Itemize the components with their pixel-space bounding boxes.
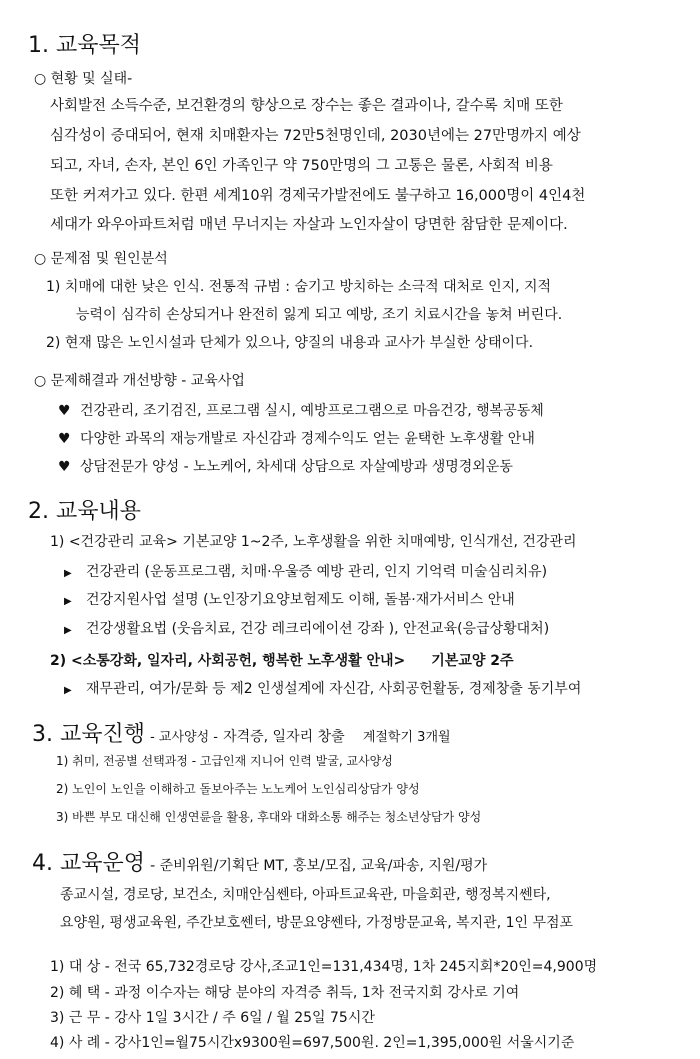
- heading-solutions: ○ 문제해결과 개선방향 - 교육사업: [34, 373, 245, 389]
- bullet-item: [58, 428, 535, 448]
- bullet-item: [58, 456, 513, 476]
- venue-line: 종교시설, 경로당, 보건소, 치매안심쎈타, 아파트교육관, 마을회관, 행정복지쎈타,: [60, 887, 551, 903]
- paragraph-line: 되고, 자녀, 손자, 본인 6인 가족인구 약 750만명의 그 고통은 물론, 사회적 비용: [50, 158, 553, 174]
- sub-item: [64, 589, 515, 609]
- heart-icon: ♥: [58, 403, 71, 419]
- problem-1: 1) 치매에 대한 낮은 인식. 전통적 규범 : 숨기고 방치하는 소극적 대처로 인지, 지적: [46, 279, 552, 295]
- content-item-1: 1) <건강관리 교육> 기본교양 1~2주, 노후생활을 위한 치매예방, 인식개선, 건강관리: [50, 534, 577, 550]
- section-2-title: 2. 교육내용: [28, 499, 141, 524]
- triangle-bullet-icon: ▶: [64, 596, 72, 607]
- heading-status: ○ 현황 및 실태-: [34, 71, 133, 87]
- progress-item: 3) 바쁜 부모 대신해 인생연륜을 활용, 후대와 대화소통 해주는 청소년상담가 양성: [56, 810, 482, 824]
- section-3-sub: - 교사양성 -: [150, 730, 218, 745]
- bullet-item: [58, 400, 544, 420]
- triangle-bullet-icon: ▶: [64, 625, 72, 636]
- sub-item-text: 건강생활요법 (웃음치료, 건강 레크리에이션 강좌 ), 안전교육(응급상황대처): [86, 621, 550, 637]
- bullet-text: 상담전문가 양성 - 노노케어, 차세대 상담으로 자살예방과 생명경외운동: [80, 459, 513, 475]
- progress-item: 1) 취미, 전공별 선택과정 - 고급인재 지니어 인력 발굴, 교사양성: [56, 754, 393, 768]
- section-1-title: 1. 교육목적: [28, 33, 141, 58]
- bullet-text: 건강관리, 조기검진, 프로그램 실시, 예방프로그램으로 마음건강, 행복공동체: [80, 403, 544, 419]
- section-3-sub2: 자격증, 일자리 창출: [223, 729, 345, 745]
- section-3-sub3: 계절학기 3개월: [362, 730, 451, 745]
- sub-item-text: 재무관리, 여가/문화 등 제2 인생설계에 자신감, 사회공헌활동, 경제창출 동기부여: [86, 681, 582, 697]
- sub-item: [64, 618, 549, 638]
- heading-problems: ○ 문제점 및 원인분석: [34, 251, 168, 267]
- operation-item: 4) 사 례 - 강사1인=월75시간x9300원=697,500원. 2인=1,395,000원 서울시기준: [50, 1035, 575, 1051]
- bullet-text: 다양한 과목의 재능개발로 자신감과 경제수익도 얻는 윤택한 노후생활 안내: [80, 431, 535, 447]
- section-4-heading: [32, 846, 487, 877]
- triangle-bullet-icon: ▶: [64, 685, 72, 696]
- section-3-heading: [32, 717, 451, 748]
- section-3-title: 3. 교육진행: [32, 722, 145, 747]
- content-item-2-text: 2) <소통강화, 일자리, 사회공헌, 행복한 노후생활 안내>: [50, 653, 406, 669]
- heart-icon: ♥: [58, 431, 71, 447]
- paragraph-line: 사회발전 소득수준, 보건환경의 향상으로 장수는 좋은 결과이나, 갈수록 치매 또한: [50, 98, 563, 114]
- sub-item: [64, 561, 547, 581]
- problem-2: 2) 현재 많은 노인시설과 단체가 있으나, 양질의 내용과 교사가 부실한 상태이다.: [46, 335, 534, 351]
- sub-item: [64, 678, 581, 698]
- paragraph-line: 또한 커져가고 있다. 한편 세계10위 경제국가발전에도 불구하고 16,000명이 4인4천: [50, 188, 586, 204]
- operation-item: 2) 혜 택 - 과정 이수자는 해당 분야의 자격증 취득, 1차 전국지회 강사로 기여: [50, 985, 520, 1001]
- triangle-bullet-icon: ▶: [64, 568, 72, 579]
- paragraph-line: 세대가 와우아파트처럼 매년 무너지는 자살과 노인자살이 당면한 참담한 문제이다.: [50, 217, 568, 233]
- section-4-sub: - 준비위원/기획단 MT, 홍보/모집, 교육/파송, 지원/평가: [150, 858, 488, 874]
- sub-item-text: 건강관리 (운동프로그램, 치매·우울증 예방 관리, 인지 기억력 미술심리치유): [86, 564, 548, 580]
- operation-item: 3) 근 무 - 강사 1일 3시간 / 주 6일 / 월 25일 75시간: [50, 1010, 375, 1026]
- problem-1-cont: 능력이 심각히 손상되거나 완전히 잃게 되고 예방, 조기 치료시간을 놓쳐 버린다.: [76, 307, 563, 323]
- venue-line: 요양원, 평생교육원, 주간보호쎈터, 방문요양쎈타, 가정방문교육, 복지관, 1인 무점포: [60, 915, 574, 931]
- paragraph-line: 심각성이 증대되어, 현재 치매환자는 72만5천명인데, 2030년에는 27만명까지 예상: [50, 128, 581, 144]
- section-4-title: 4. 교육운영: [32, 851, 145, 876]
- heart-icon: ♥: [58, 459, 71, 475]
- content-item-2: [50, 650, 514, 670]
- operation-item: 1) 대 상 - 전국 65,732경로당 강사,조교1인=131,434명, 1차 245지회*20인=4,900명: [50, 959, 598, 975]
- content-item-2-duration: 기본교양 2주: [431, 653, 514, 669]
- progress-item: 2) 노인이 노인을 이해하고 돌보아주는 노노케어 노인심리상담가 양성: [56, 782, 420, 796]
- sub-item-text: 건강지원사업 설명 (노인장기요양보험제도 이해, 돌봄·재가서비스 안내: [86, 592, 515, 608]
